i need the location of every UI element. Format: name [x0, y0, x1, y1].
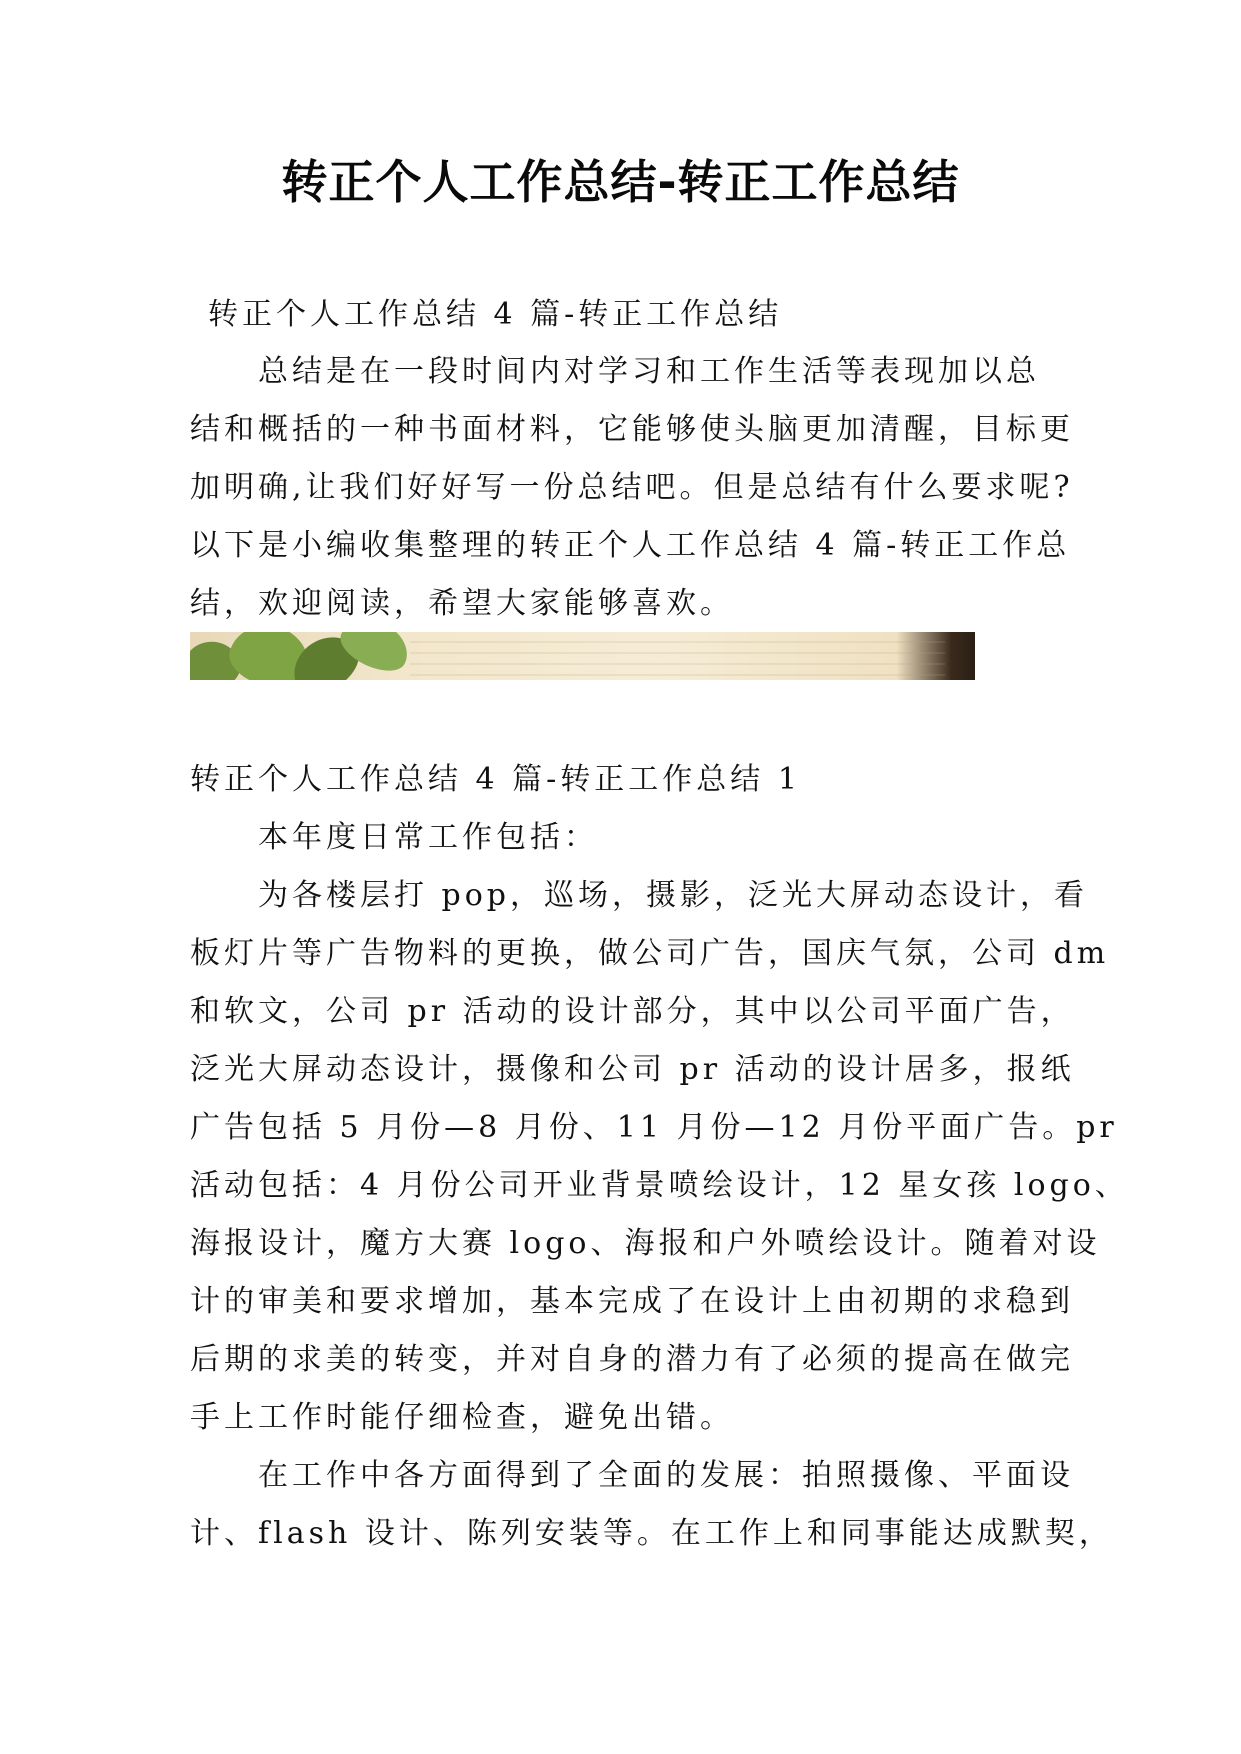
paragraph-line: 为各楼层打 pop，巡场，摄影，泛光大屏动态设计，看	[258, 878, 1089, 913]
intro-line: 结和概括的一种书面材料，它能够使头脑更加清醒，目标更	[190, 412, 1074, 447]
intro-line: 结，欢迎阅读，希望大家能够喜欢。	[190, 586, 734, 621]
intro-line: 加明确,让我们好好写一份总结吧。但是总结有什么要求呢?	[190, 470, 1074, 505]
paragraph-line: 板灯片等广告物料的更换，做公司广告，国庆气氛，公司 dm	[190, 936, 1110, 971]
paragraph-line: 和软文，公司 pr 活动的设计部分，其中以公司平面广告，	[190, 994, 1075, 1029]
document-title: 转正个人工作总结-转正工作总结	[281, 155, 960, 209]
paragraph-line: 在工作中各方面得到了全面的发展：拍照摄像、平面设	[258, 1458, 1074, 1493]
intro-line: 总结是在一段时间内对学习和工作生活等表现加以总	[258, 354, 1040, 389]
paragraph-line: 手上工作时能仔细检查，避免出错。	[190, 1400, 734, 1435]
intro-line: 以下是小编收集整理的转正个人工作总结 4 篇-转正工作总	[190, 528, 1071, 563]
section-intro: 本年度日常工作包括：	[258, 820, 598, 855]
banner-image	[190, 632, 975, 680]
paragraph-line: 广告包括 5 月份—8 月份、11 月份—12 月份平面广告。pr	[190, 1110, 1118, 1145]
section-heading: 转正个人工作总结 4 篇-转正工作总结 1	[190, 762, 801, 797]
paragraph-line: 海报设计，魔方大赛 logo、海报和户外喷绘设计。随着对设	[190, 1226, 1101, 1261]
paragraph-line: 泛光大屏动态设计，摄像和公司 pr 活动的设计居多，报纸	[190, 1052, 1075, 1087]
paragraph-line: 活动包括：4 月份公司开业背景喷绘设计，12 星女孩 logo、	[190, 1168, 1129, 1203]
paragraph-line: 计的审美和要求增加，基本完成了在设计上由初期的求稳到	[190, 1284, 1074, 1319]
paragraph-line: 计、flash 设计、陈列安装等。在工作上和同事能达成默契，	[190, 1516, 1113, 1551]
document-subtitle: 转正个人工作总结 4 篇-转正工作总结	[208, 297, 783, 332]
paragraph-line: 后期的求美的转变，并对自身的潜力有了必须的提高在做完	[190, 1342, 1074, 1377]
